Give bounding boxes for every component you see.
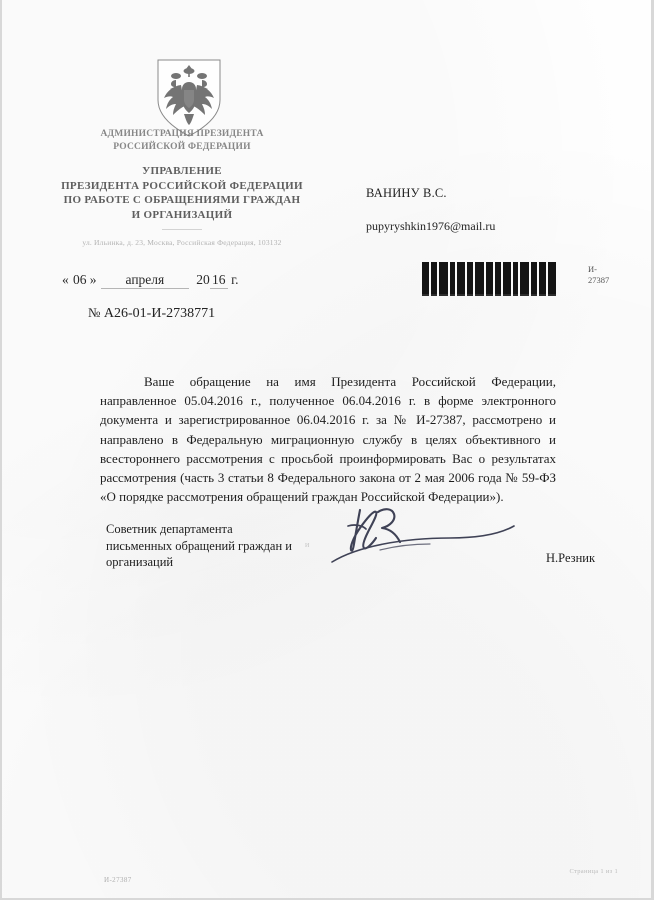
quote-close: » — [89, 272, 98, 287]
barcode-bar — [548, 262, 556, 296]
department-line-3: ПО РАБОТЕ С ОБРАЩЕНИЯМИ ГРАЖДАН — [63, 194, 301, 206]
barcode-bar — [531, 262, 537, 296]
barcode-bar — [475, 262, 484, 296]
letterhead-divider — [162, 229, 202, 230]
department-line-4: И ОРГАНИЗАЦИЙ — [131, 208, 233, 221]
barcode-bar — [520, 262, 529, 296]
addressee-name: ВАНИНУ В.С. — [366, 186, 447, 200]
barcode-bar — [457, 262, 465, 296]
barcode-bar — [495, 262, 501, 296]
scan-artifact: и — [305, 540, 310, 549]
barcode-label — [588, 264, 609, 286]
quote-open: « — [62, 272, 70, 287]
letter-body-paragraph: Ваше обращение на имя Президента Российской Федерации, направленное 05.04.2016 г., полученное 06.04.2016 г. в форме электронного документа и зарегистрированное 06.04.2016 г. за № И-27387, рассмотрено и направлено в Федеральную миграционную службу в целях объективного и всестороннего рассмотрения с просьбой проинформировать Вас о результатах рассмотрения (часть 3 статьи 8 Федерального закона от 2 мая 2006 года № 59-ФЗ «О порядке рассмотрения обращений граждан Российской Федерации»). — [100, 374, 556, 505]
barcode-bar — [503, 262, 511, 296]
barcode-bar — [439, 262, 448, 296]
barcode-bar — [486, 262, 493, 296]
addressee-block — [366, 186, 616, 234]
barcode-bar — [467, 262, 473, 296]
signer-title-line-3: организаций — [106, 555, 174, 569]
signer-name: Н.Резник — [546, 551, 596, 565]
barcode-bar — [450, 262, 455, 296]
dateline — [62, 272, 239, 289]
date-day: 06 — [73, 272, 87, 287]
footer-page-note: Страница 1 из 1 — [569, 868, 618, 875]
administration-line-1: АДМИНИСТРАЦИЯ ПРЕЗИДЕНТА — [100, 129, 264, 139]
footer-document-code: И-27387 — [104, 876, 132, 884]
date-year-prefix: 20 — [196, 272, 210, 287]
barcode-bar — [539, 262, 546, 296]
barcode-bar — [431, 262, 437, 296]
barcode-image — [422, 262, 580, 296]
barcode-bar — [513, 262, 518, 296]
letterhead-department — [12, 164, 352, 222]
administration-line-2: РОССИЙСКОЙ ФЕДЕРАЦИИ — [113, 141, 251, 152]
signer-title-line-2: письменных обращений граждан и — [106, 538, 292, 553]
scan-edge-left — [0, 0, 2, 900]
barcode-bar — [422, 262, 429, 296]
department-line-1: УПРАВЛЕНИЕ — [142, 165, 222, 177]
number-sign: № — [88, 305, 101, 320]
letterhead — [12, 128, 352, 247]
date-year-suffix: 16 — [210, 272, 228, 289]
addressee-email: pupyryshkin1976@mail.ru — [366, 219, 496, 233]
signer-title-line-1: Советник департамента — [106, 522, 233, 536]
letterhead-address: ул. Ильинка, д. 23, Москва, Российская Федерация, 103132 — [82, 238, 282, 247]
date-year-mark: г. — [231, 272, 239, 287]
handwritten-signature — [318, 498, 548, 576]
barcode-label-line-2: 27387 — [588, 275, 610, 285]
document-number-line — [88, 305, 215, 322]
document-number: А26-01-И-2738771 — [103, 306, 216, 321]
barcode-block — [422, 262, 618, 300]
signer-title — [106, 521, 336, 571]
letterhead-administration — [12, 128, 352, 153]
date-month: апреля — [101, 272, 189, 289]
department-line-2: ПРЕЗИДЕНТА РОССИЙСКОЙ ФЕДЕРАЦИИ — [61, 179, 303, 192]
barcode-label-line-1: И- — [588, 264, 597, 274]
